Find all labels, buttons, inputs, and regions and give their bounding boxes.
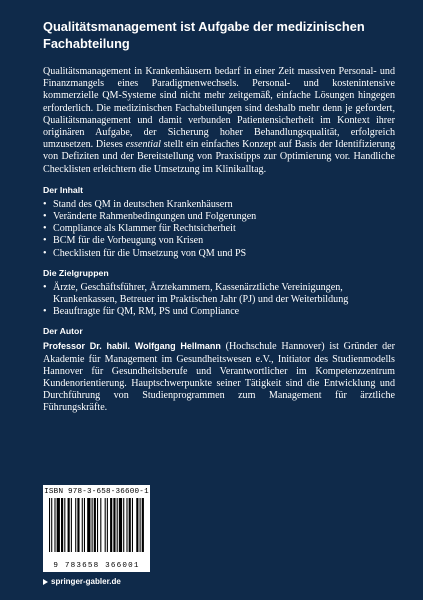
list-item: • Checklisten für die Umsetzung von QM und PS bbox=[43, 248, 395, 260]
audience-heading: Die Zielgruppen bbox=[43, 267, 109, 278]
list-item: • Compliance als Klammer für Rechtsicherheit bbox=[43, 223, 395, 235]
barcode-icon bbox=[49, 498, 145, 560]
page-title: Qualitätsmanagement ist Aufgabe der medizinischen Fachabteilung bbox=[43, 19, 365, 51]
list-item: • BCM für die Vorbeugung von Krisen bbox=[43, 235, 395, 247]
list-item: • Beauftragte für QM, RM, PS und Compliance bbox=[43, 306, 395, 318]
author-heading: Der Autor bbox=[43, 326, 83, 337]
isbn-barcode bbox=[43, 485, 150, 572]
author-name: Professor Dr. habil. Wolfgang Hellmann bbox=[43, 341, 221, 352]
list-item: • Ärzte, Geschäftsführer, Ärztekammern, Kassenärztliche Vereinigungen, Krankenkassen, Betreuer im Praktischen Jahr (PJ) und der Weiterbildung bbox=[43, 282, 395, 306]
author-bio: (Hochschule Hannover) ist Gründer der Akademie für Management im Gesundheitswesen e.V., Initiator des Studienmodells Hannover für Gesundheitsberufe und Verantwortlicher im Kompetenzzentrum Kundenorientierung. Hauptschwerpunkte seiner Tätigkeit sind die Entwicklung und Durchführung von Studienprogrammen zum Management für ärztliche Führungskräfte. bbox=[43, 341, 395, 414]
barcode-digits: 9 783658 366001 bbox=[53, 562, 140, 570]
arrow-right-icon bbox=[43, 579, 48, 585]
list-item: • Stand des QM in deutschen Krankenhäusern bbox=[43, 199, 395, 211]
intro-text-end: stellt ein einfaches Konzept auf Basis der Identifizierung von Defiziten und der Bereitstellung von Praxistipps zur Optimierung vor. Handliche Checklisten erleichtern die Umsetzung im Klinikalltag. bbox=[43, 139, 395, 175]
intro-emphasis: essential bbox=[125, 139, 161, 151]
isbn-label: ISBN 978-3-658-36600-1 bbox=[44, 488, 149, 496]
contents-heading: Der Inhalt bbox=[43, 184, 84, 195]
intro-text-start: Qualitätsmanagement in Krankenhäusern bedarf in einer Zeit massiven Personal- und Finanzmangels eines Paradigmenwechsels. Personal- und kostenintensive kommerzielle QM-Systeme sind nicht mehr zeitgemäß, einfache Lösungen hingegen erforderlich. Die medizinischen Fachabteilungen sind deshalb mehr denn je gefordert, Qualitätsmanagement und damit verbunden Patientensicherheit im Kontext ihrer originären Aufgabe, der Sicherung hoher Behandlungsqualität, erfolgreich umzusetzen. Dieses bbox=[43, 66, 395, 151]
list-item: • Veränderte Rahmenbedingungen und Folgerungen bbox=[43, 211, 395, 223]
publisher-link[interactable] bbox=[43, 577, 121, 587]
intro-paragraph bbox=[43, 66, 395, 176]
contents-list bbox=[43, 199, 395, 260]
cover-text bbox=[43, 18, 395, 415]
publisher-link-label: springer-gabler.de bbox=[51, 577, 121, 586]
author-paragraph bbox=[43, 340, 395, 414]
audience-list bbox=[43, 282, 395, 319]
